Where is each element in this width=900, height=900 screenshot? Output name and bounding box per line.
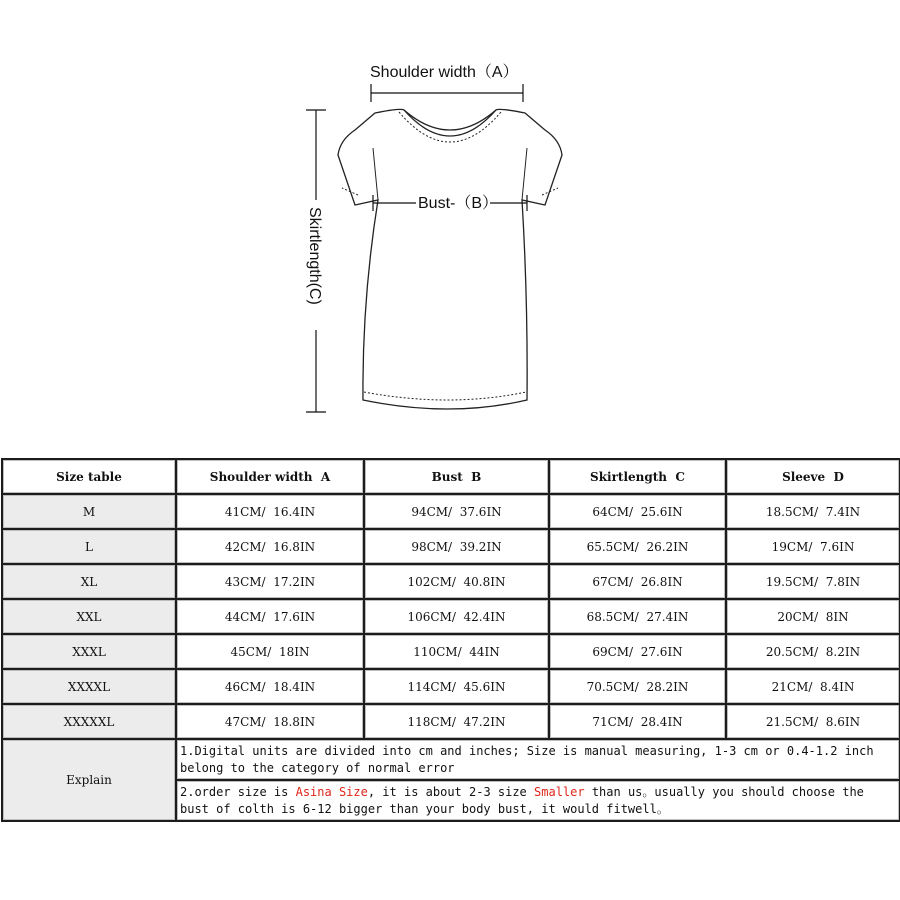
table-row	[3, 600, 899, 633]
table-row	[3, 530, 899, 563]
table-row	[3, 565, 899, 598]
shoulder-cell: 44CM/ 17.6IN	[177, 600, 363, 633]
explain-row	[3, 740, 899, 779]
header-bust: Bust B	[365, 460, 548, 493]
table-row	[3, 635, 899, 668]
sleeve-cell: 20CM/ 8IN	[727, 600, 899, 633]
sleeve-cell: 21CM/ 8.4IN	[727, 670, 899, 703]
length-cell: 65.5CM/ 26.2IN	[550, 530, 725, 563]
table-row	[3, 670, 899, 703]
note-2-part-1: 2.order size is	[180, 784, 296, 799]
note-2-part-2: , it is about 2-3 size	[367, 784, 535, 799]
sleeve-cell: 18.5CM/ 7.4IN	[727, 495, 899, 528]
bust-cell: 98CM/ 39.2IN	[365, 530, 548, 563]
size-cell: M	[3, 495, 175, 528]
shoulder-cell: 46CM/ 18.4IN	[177, 670, 363, 703]
shoulder-cell: 41CM/ 16.4IN	[177, 495, 363, 528]
length-cell: 70.5CM/ 28.2IN	[550, 670, 725, 703]
size-table	[1, 458, 900, 822]
shoulder-cell: 47CM/ 18.8IN	[177, 705, 363, 738]
skirt-length-label: Skirtlength(C)	[306, 207, 323, 305]
length-cell: 67CM/ 26.8IN	[550, 565, 725, 598]
bust-cell: 94CM/ 37.6IN	[365, 495, 548, 528]
length-cell: 69CM/ 27.6IN	[550, 635, 725, 668]
length-cell: 68.5CM/ 27.4IN	[550, 600, 725, 633]
size-cell: XXXXL	[3, 670, 175, 703]
bust-cell: 102CM/ 40.8IN	[365, 565, 548, 598]
shoulder-cell: 43CM/ 17.2IN	[177, 565, 363, 598]
table-row	[3, 495, 899, 528]
shoulder-measure-line	[371, 84, 523, 102]
shoulder-cell: 45CM/ 18IN	[177, 635, 363, 668]
bust-cell: 114CM/ 45.6IN	[365, 670, 548, 703]
note-2-part-3: than us。usually you should choose the bust of colth is 6-12 bigger than your body bust, it would fitwell。	[180, 784, 864, 816]
bust-cell: 106CM/ 42.4IN	[365, 600, 548, 633]
note-1: 1.Digital units are divided into cm and inches; Size is manual measuring, 1-3 cm or 0.4-1.2 inch belong to the category of normal error	[177, 740, 899, 779]
sleeve-cell: 19CM/ 7.6IN	[727, 530, 899, 563]
smaller-highlight: Smaller	[534, 784, 585, 799]
size-cell: XXL	[3, 600, 175, 633]
header-size-table: Size table	[3, 460, 175, 493]
header-skirtlength: Skirtlength C	[550, 460, 725, 493]
size-cell: XL	[3, 565, 175, 598]
note-2	[177, 781, 899, 820]
size-cell: XXXXXL	[3, 705, 175, 738]
table-row	[3, 705, 899, 738]
header-shoulder-width: Shoulder width A	[177, 460, 363, 493]
asina-size-highlight: Asina Size	[295, 784, 368, 799]
bust-label: Bust-（B）	[418, 195, 499, 212]
header-sleeve: Sleeve D	[727, 460, 899, 493]
tshirt-outline	[338, 109, 562, 409]
sleeve-cell: 19.5CM/ 7.8IN	[727, 565, 899, 598]
length-cell: 64CM/ 25.6IN	[550, 495, 725, 528]
shoulder-cell: 42CM/ 16.8IN	[177, 530, 363, 563]
sleeve-cell: 21.5CM/ 8.6IN	[727, 705, 899, 738]
bust-cell: 118CM/ 47.2IN	[365, 705, 548, 738]
size-cell: XXXL	[3, 635, 175, 668]
length-cell: 71CM/ 28.4IN	[550, 705, 725, 738]
sleeve-cell: 20.5CM/ 8.2IN	[727, 635, 899, 668]
size-cell: L	[3, 530, 175, 563]
explain-label: Explain	[3, 740, 175, 820]
table-header-row	[3, 460, 899, 493]
bust-cell: 110CM/ 44IN	[365, 635, 548, 668]
garment-diagram	[0, 0, 900, 430]
shoulder-width-label: Shoulder width（A）	[370, 64, 519, 81]
